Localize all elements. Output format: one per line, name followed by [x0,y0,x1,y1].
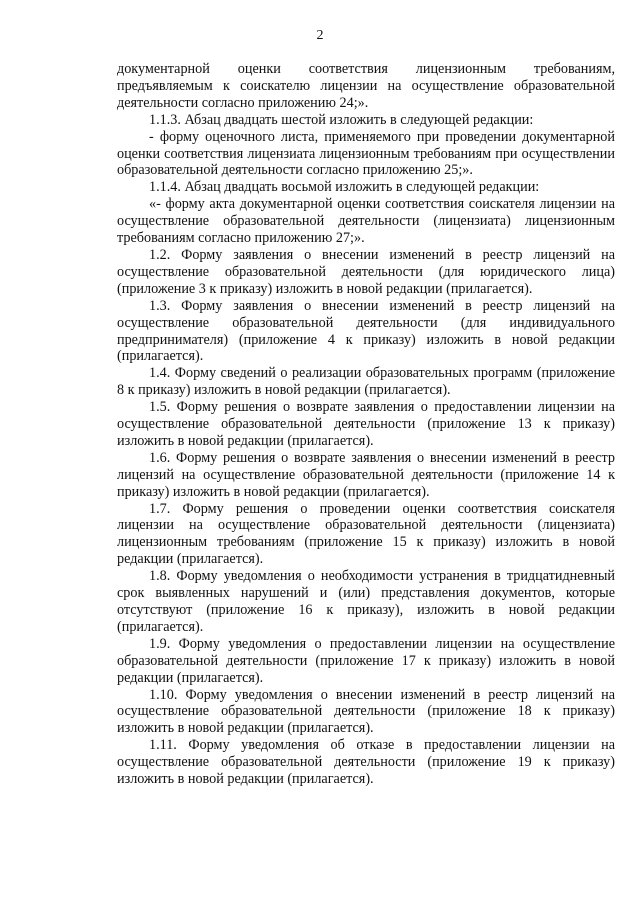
paragraph-1-8: 1.8. Форму уведомления о необходимости устранения в тридцатидневный срок выявленных нарушений и (или) представления документов, которые отсутствуют (приложение 16 к приказу), изложить в новой редакции (прилагается). [117,568,615,635]
paragraph-1-4: 1.4. Форму сведений о реализации образовательных программ (приложение 8 к приказу) изложить в новой редакции (прилагается). [117,365,615,399]
paragraph-1-9: 1.9. Форму уведомления о предоставлении лицензии на осуществление образовательной деятельности (приложение 17 к приказу) изложить в новой редакции (прилагается). [117,635,615,686]
paragraph-1-5: 1.5. Форму решения о возврате заявления о предоставлении лицензии на осуществление образовательной деятельности (приложение 13 к приказу) изложить в новой редакции (прилагается). [117,399,615,449]
document-body [117,61,615,788]
paragraph-1-1-4-heading: 1.1.4. Абзац двадцать восьмой изложить в следующей редакции: [149,179,540,196]
paragraph-1-1-4-text: «- форму акта документарной оценки соответствия соискателя лицензии на осуществление образовательной деятельности (лицензиата) лицензионным требованиям согласно приложению 27;». [117,196,615,247]
paragraph-1-6: 1.6. Форму решения о возврате заявления о внесении изменений в реестр лицензий на осуществление образовательной деятельности (приложение 14 к приказу) изложить в новой редакции (прилагается). [117,449,615,500]
paragraph-1-2: 1.2. Форму заявления о внесении изменений в реестр лицензий на осуществление образовательной деятельности (для юридического лица) (приложение 3 к приказу) изложить в новой редакции (прилагается). [117,246,615,297]
paragraph-1-1-3-heading: 1.1.3. Абзац двадцать шестой изложить в следующей редакции: [149,111,534,128]
paragraph-1-7: 1.7. Форму решения о проведении оценки соответствия соискателя лицензии на осуществление образовательной деятельности (лицензиата) лицензионным требованиям (приложение 15 к приказу) изложить в новой редакции (прилагается). [117,500,615,568]
paragraph-1-1-3-text: - форму оценочного листа, применяемого при проведении документарной оценки соответствия лицензиата лицензионным требованиям при осуществлении образовательной деятельности согласно приложению 25;». [117,128,615,179]
paragraph-continuation: документарной оценки соответствия лицензионным требованиям, предъявляемым к соискателю лицензии на осуществление образовательной деятельности согласно приложению 24;». [117,61,615,111]
paragraph-1-10: 1.10. Форму уведомления о внесении изменений в реестр лицензий на осуществление образовательной деятельности (приложение 18 к приказу) изложить в новой редакции (прилагается). [117,686,615,737]
paragraph-1-11: 1.11. Форму уведомления об отказе в предоставлении лицензии на осуществление образовательной деятельности (приложение 19 к приказу) изложить в новой редакции (прилагается). [117,737,615,788]
paragraph-1-3: 1.3. Форму заявления о внесении изменений в реестр лицензий на осуществление образовательной деятельности (для индивидуального предпринимателя) (приложение 4 к приказу) изложить в новой редакции (прилагается). [117,297,615,365]
page-number: 2 [316,28,324,43]
